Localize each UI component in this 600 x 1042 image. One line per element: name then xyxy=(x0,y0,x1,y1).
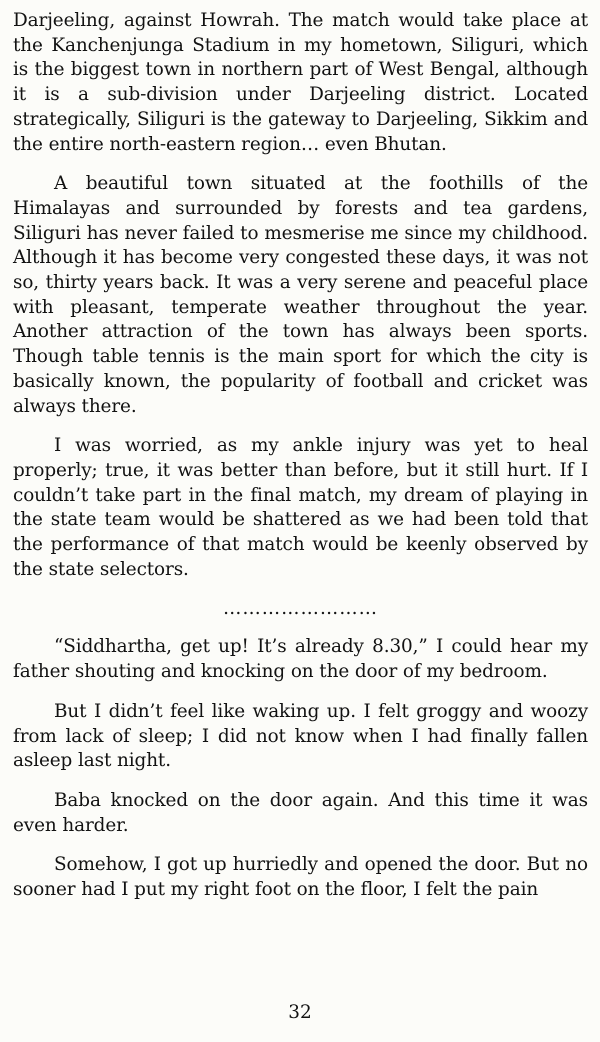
paragraph: “Siddhartha, get up! It’s already 8.30,” I could hear my father shouting and knocking on the door of my bedroom. xyxy=(13,636,588,683)
page-number: 32 xyxy=(288,1002,312,1023)
scene-break: …………………… xyxy=(222,598,379,620)
paragraph: I was worried, as my ankle injury was yet to heal properly; true, it was better than before, but it still hurt. If I couldn’t take part in the final match, my dream of playing in the state team would be shattered as we had been told that the performance of that match would be keenly observed by the state selectors. xyxy=(13,435,588,580)
paragraph: A beautiful town situated at the foothills of the Himalayas and surrounded by forests and tea gardens, Siliguri has never failed to mesmerise me since my childhood. Although it has become very congested these days, it was not so, thirty years back. It was a very serene and peaceful place with pleasant, temperate weather throughout the year. Another attraction of the town has always been sports. Though table tennis is the main sport for which the city is basically known, the popularity of football and cricket was always there. xyxy=(13,173,588,417)
body-text xyxy=(13,9,588,918)
paragraph: But I didn’t feel like waking up. I felt groggy and woozy from lack of sleep; I did not know when I had finally fallen asleep last night. xyxy=(13,700,588,772)
paragraph-continued: Darjeeling, against Howrah. The match would take place at the Kanchenjunga Stadium in my hometown, Siliguri, which is the biggest town in northern part of West Bengal, although it is a sub-division under Darjeeling district. Located strategically, Siliguri is the gateway to Darjeeling, Sikkim and the entire north-eastern region… even Bhutan. xyxy=(13,10,588,155)
paragraph: Somehow, I got up hurriedly and opened the door. But no sooner had I put my right foot on the floor, I felt the pain xyxy=(13,854,588,901)
paragraph: Baba knocked on the door again. And this time it was even harder. xyxy=(13,789,588,836)
